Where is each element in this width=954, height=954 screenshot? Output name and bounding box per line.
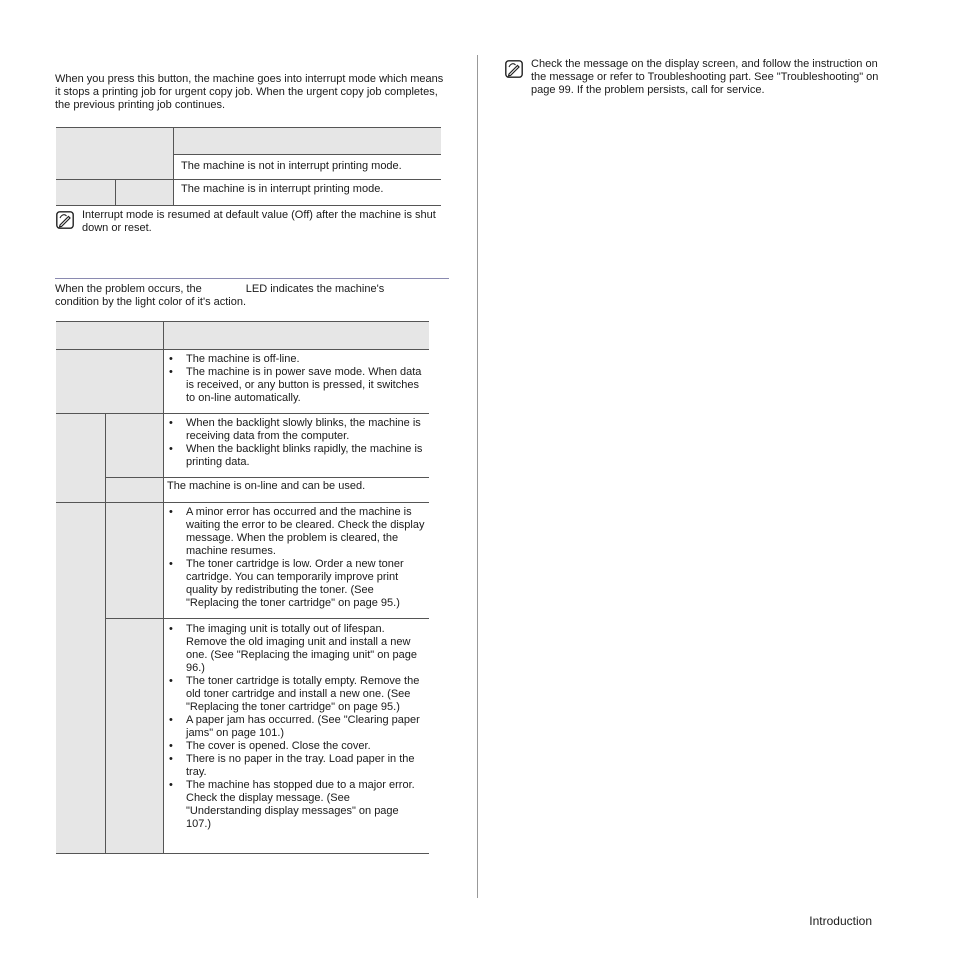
status-intro-line2: condition by the light color of it's action. xyxy=(55,296,247,308)
list-item: • The machine has stopped due to a major error. Check the display message. (See "Understanding display messages" on page 107.) xyxy=(164,779,426,831)
note-icon xyxy=(56,211,74,233)
status-on-text: The machine is on-line and can be used. xyxy=(167,480,366,492)
list-item: • The machine is off-line. xyxy=(164,353,426,366)
page-footer: Introduction xyxy=(809,914,872,928)
interrupt-row-off: The machine is not in interrupt printing mode. xyxy=(181,160,402,172)
list-item: • A minor error has occurred and the machine is waiting the error to be cleared. Check the display message. When the problem is cleared, the machine resumes. xyxy=(164,506,426,558)
list-item: • The cover is opened. Close the cover. xyxy=(164,740,426,753)
note-interrupt-default: Interrupt mode is resumed at default value (Off) after the machine is shut down or reset. xyxy=(82,209,436,234)
status-intro-part2: LED indicates the machine's xyxy=(245,283,385,295)
list-item: • When the backlight slowly blinks, the machine is receiving data from the computer. xyxy=(164,417,426,443)
list-item: • The imaging unit is totally out of lifespan. Remove the old imaging unit and install a new one. (See "Replacing the imaging unit" on page 96.) xyxy=(164,623,426,675)
status-intro xyxy=(55,283,449,309)
list-item: • When the backlight blinks rapidly, the machine is printing data. xyxy=(164,443,426,469)
list-item: • The toner cartridge is low. Order a new toner cartridge. You can temporarily improve print quality by redistributing the toner. (See "Replacing the toner cartridge" on page 95.) xyxy=(164,558,426,610)
note-icon xyxy=(505,60,523,82)
status-orange-list xyxy=(164,506,426,610)
list-item: • There is no paper in the tray. Load paper in the tray. xyxy=(164,753,426,779)
interrupt-table xyxy=(56,127,441,206)
list-item: • The machine is in power save mode. When data is received, or any button is pressed, it switches to on-line automatically. xyxy=(164,366,426,405)
interrupt-row-on: The machine is in interrupt printing mode. xyxy=(181,183,384,195)
section-divider xyxy=(55,278,449,279)
status-led-table xyxy=(56,321,429,854)
list-item: • A paper jam has occurred. (See "Clearing paper jams" on page 101.) xyxy=(164,714,426,740)
status-red-list xyxy=(164,623,426,831)
column-divider xyxy=(477,55,478,898)
interrupt-intro: When you press this button, the machine goes into interrupt mode which means it stops a printing job for urgent copy job. When the urgent copy job completes, the previous printing job continues. xyxy=(55,73,444,111)
status-blink-list xyxy=(164,417,426,469)
note-check-display: Check the message on the display screen, and follow the instruction on the message or refer to Troubleshooting part. See "Troubleshooting" on page 99. If the problem persists, call for service. xyxy=(531,58,879,96)
status-intro-part1: When the problem occurs, the xyxy=(55,283,202,295)
status-off-list xyxy=(164,353,426,405)
list-item: • The toner cartridge is totally empty. Remove the old toner cartridge and install a new one. (See "Replacing the toner cartridge" on page 95.) xyxy=(164,675,426,714)
